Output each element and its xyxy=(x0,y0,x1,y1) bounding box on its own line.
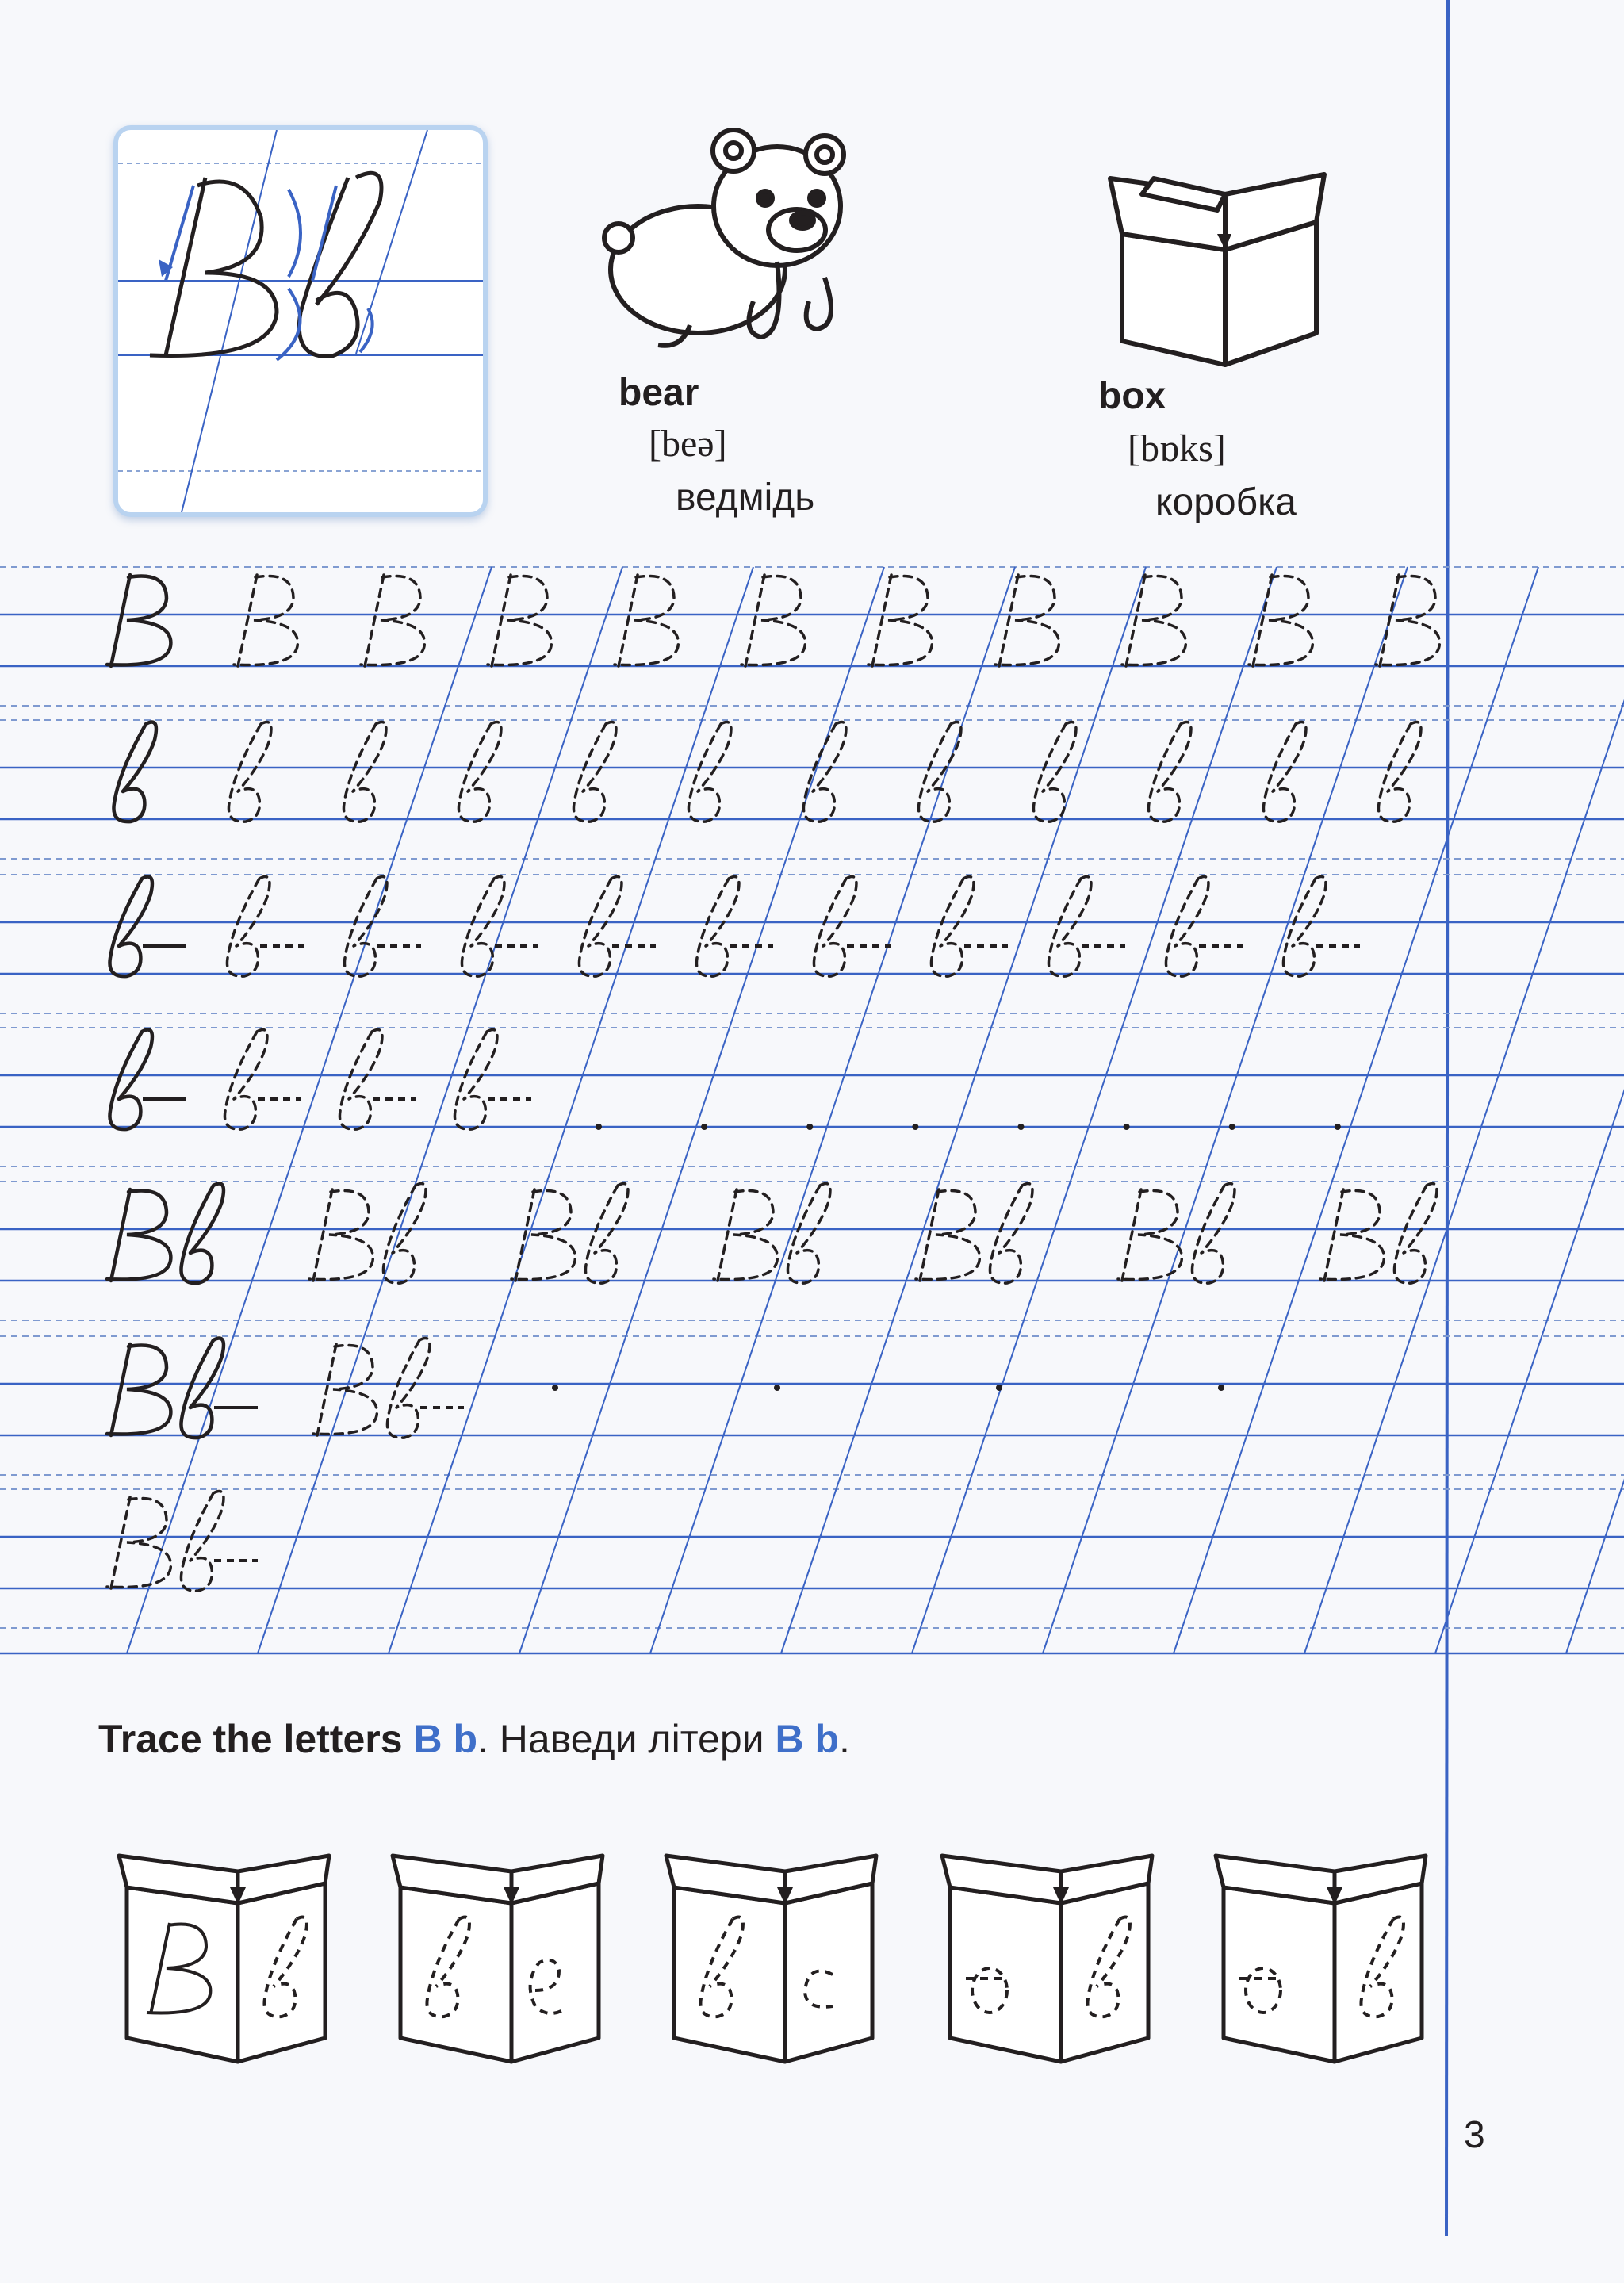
model-letter xyxy=(107,1339,258,1438)
instruction-ukrainian: Наведи літери xyxy=(499,1717,764,1761)
slant-guide-line xyxy=(912,567,1277,1653)
page-number: 3 xyxy=(1464,2114,1485,2156)
traced-letter xyxy=(462,877,538,977)
slant-guide-line xyxy=(1435,567,1624,1653)
traced-letter xyxy=(228,722,271,822)
slant-guide-line xyxy=(1043,567,1408,1653)
instruction-period-ua: . xyxy=(839,1717,850,1761)
traced-letter xyxy=(931,877,1008,977)
traced-letter xyxy=(741,575,805,666)
traced-letter xyxy=(803,722,846,822)
slant-guide-line xyxy=(389,567,753,1653)
traced-letter xyxy=(1033,722,1076,822)
traced-letter xyxy=(696,877,773,977)
tracing-dot xyxy=(1335,1124,1341,1130)
traced-letter xyxy=(1122,575,1185,666)
traced-letter xyxy=(1118,1184,1235,1284)
traced-letter xyxy=(615,575,678,666)
model-letter xyxy=(109,877,186,977)
word-box-english: box xyxy=(1098,375,1166,417)
cursive-b-sample xyxy=(299,173,381,356)
tracing-dot xyxy=(552,1385,558,1391)
traced-letter xyxy=(1148,722,1191,822)
bear-illustration xyxy=(595,119,872,357)
model-letter xyxy=(113,722,156,822)
slant-guide-line xyxy=(127,567,492,1653)
model-letter xyxy=(107,575,170,666)
traced-letter xyxy=(454,1030,531,1130)
tracing-dot xyxy=(806,1124,813,1130)
traced-letter xyxy=(573,722,616,822)
word-bear-english: bear xyxy=(619,372,699,414)
task-instruction xyxy=(98,1716,850,1762)
instruction-letters-ua: B b xyxy=(775,1717,840,1761)
traced-letter xyxy=(918,722,961,822)
traced-letter xyxy=(1376,575,1439,666)
traced-letter xyxy=(1283,877,1360,977)
model-letter xyxy=(107,1184,224,1284)
traced-letter xyxy=(1048,877,1125,977)
traced-letter xyxy=(1320,1184,1437,1284)
traced-letter xyxy=(361,575,424,666)
letter-box xyxy=(1216,1856,1426,2062)
letter-sample-illustration xyxy=(118,130,483,512)
traced-letter xyxy=(309,1184,426,1284)
traced-letter xyxy=(458,722,501,822)
traced-letter xyxy=(1263,722,1306,822)
traced-letter xyxy=(234,575,297,666)
slant-guide-line xyxy=(258,567,622,1653)
instruction-period: . xyxy=(477,1717,488,1761)
word-box-transcription: [bɒks] xyxy=(1128,427,1226,469)
tracing-dot xyxy=(1018,1124,1025,1130)
traced-letter xyxy=(343,722,386,822)
traced-letter xyxy=(995,575,1059,666)
model-letter xyxy=(109,1030,186,1130)
letter-sample-card xyxy=(113,125,488,517)
traced-letter xyxy=(814,877,891,977)
traced-letter xyxy=(224,1030,301,1130)
tracing-dot xyxy=(701,1124,707,1130)
traced-letter xyxy=(868,575,932,666)
traced-letter xyxy=(1166,877,1243,977)
word-bear-transcription: [beə] xyxy=(649,423,727,465)
letter-box xyxy=(393,1856,603,2062)
traced-letter xyxy=(688,722,731,822)
tracing-dot xyxy=(912,1124,918,1130)
tracing-dot xyxy=(1229,1124,1235,1130)
instruction-english: Trace the letters xyxy=(98,1717,403,1761)
traced-letter xyxy=(714,1184,830,1284)
slant-guide-line xyxy=(781,567,1146,1653)
letter-box xyxy=(942,1856,1152,2062)
traced-letter xyxy=(227,877,304,977)
instruction-letters-en: B b xyxy=(413,1717,477,1761)
tracing-dot xyxy=(1218,1385,1224,1391)
traced-letter xyxy=(339,1030,416,1130)
tracing-dot xyxy=(996,1385,1002,1391)
slant-guide-line xyxy=(1174,567,1538,1653)
word-box-translation: коробка xyxy=(1155,481,1297,523)
tracing-dot xyxy=(1124,1124,1130,1130)
tracing-dot xyxy=(774,1385,780,1391)
word-bear-translation: ведмідь xyxy=(676,477,815,519)
slant-guide-line xyxy=(519,567,884,1653)
traced-letter xyxy=(488,575,551,666)
tracing-dot xyxy=(596,1124,602,1130)
traced-letter xyxy=(107,1492,258,1592)
letter-boxes-row xyxy=(0,1848,1624,2086)
box-illustration xyxy=(1106,170,1332,369)
traced-letter xyxy=(1378,722,1421,822)
letter-box xyxy=(666,1856,876,2062)
letter-box xyxy=(119,1856,329,2062)
